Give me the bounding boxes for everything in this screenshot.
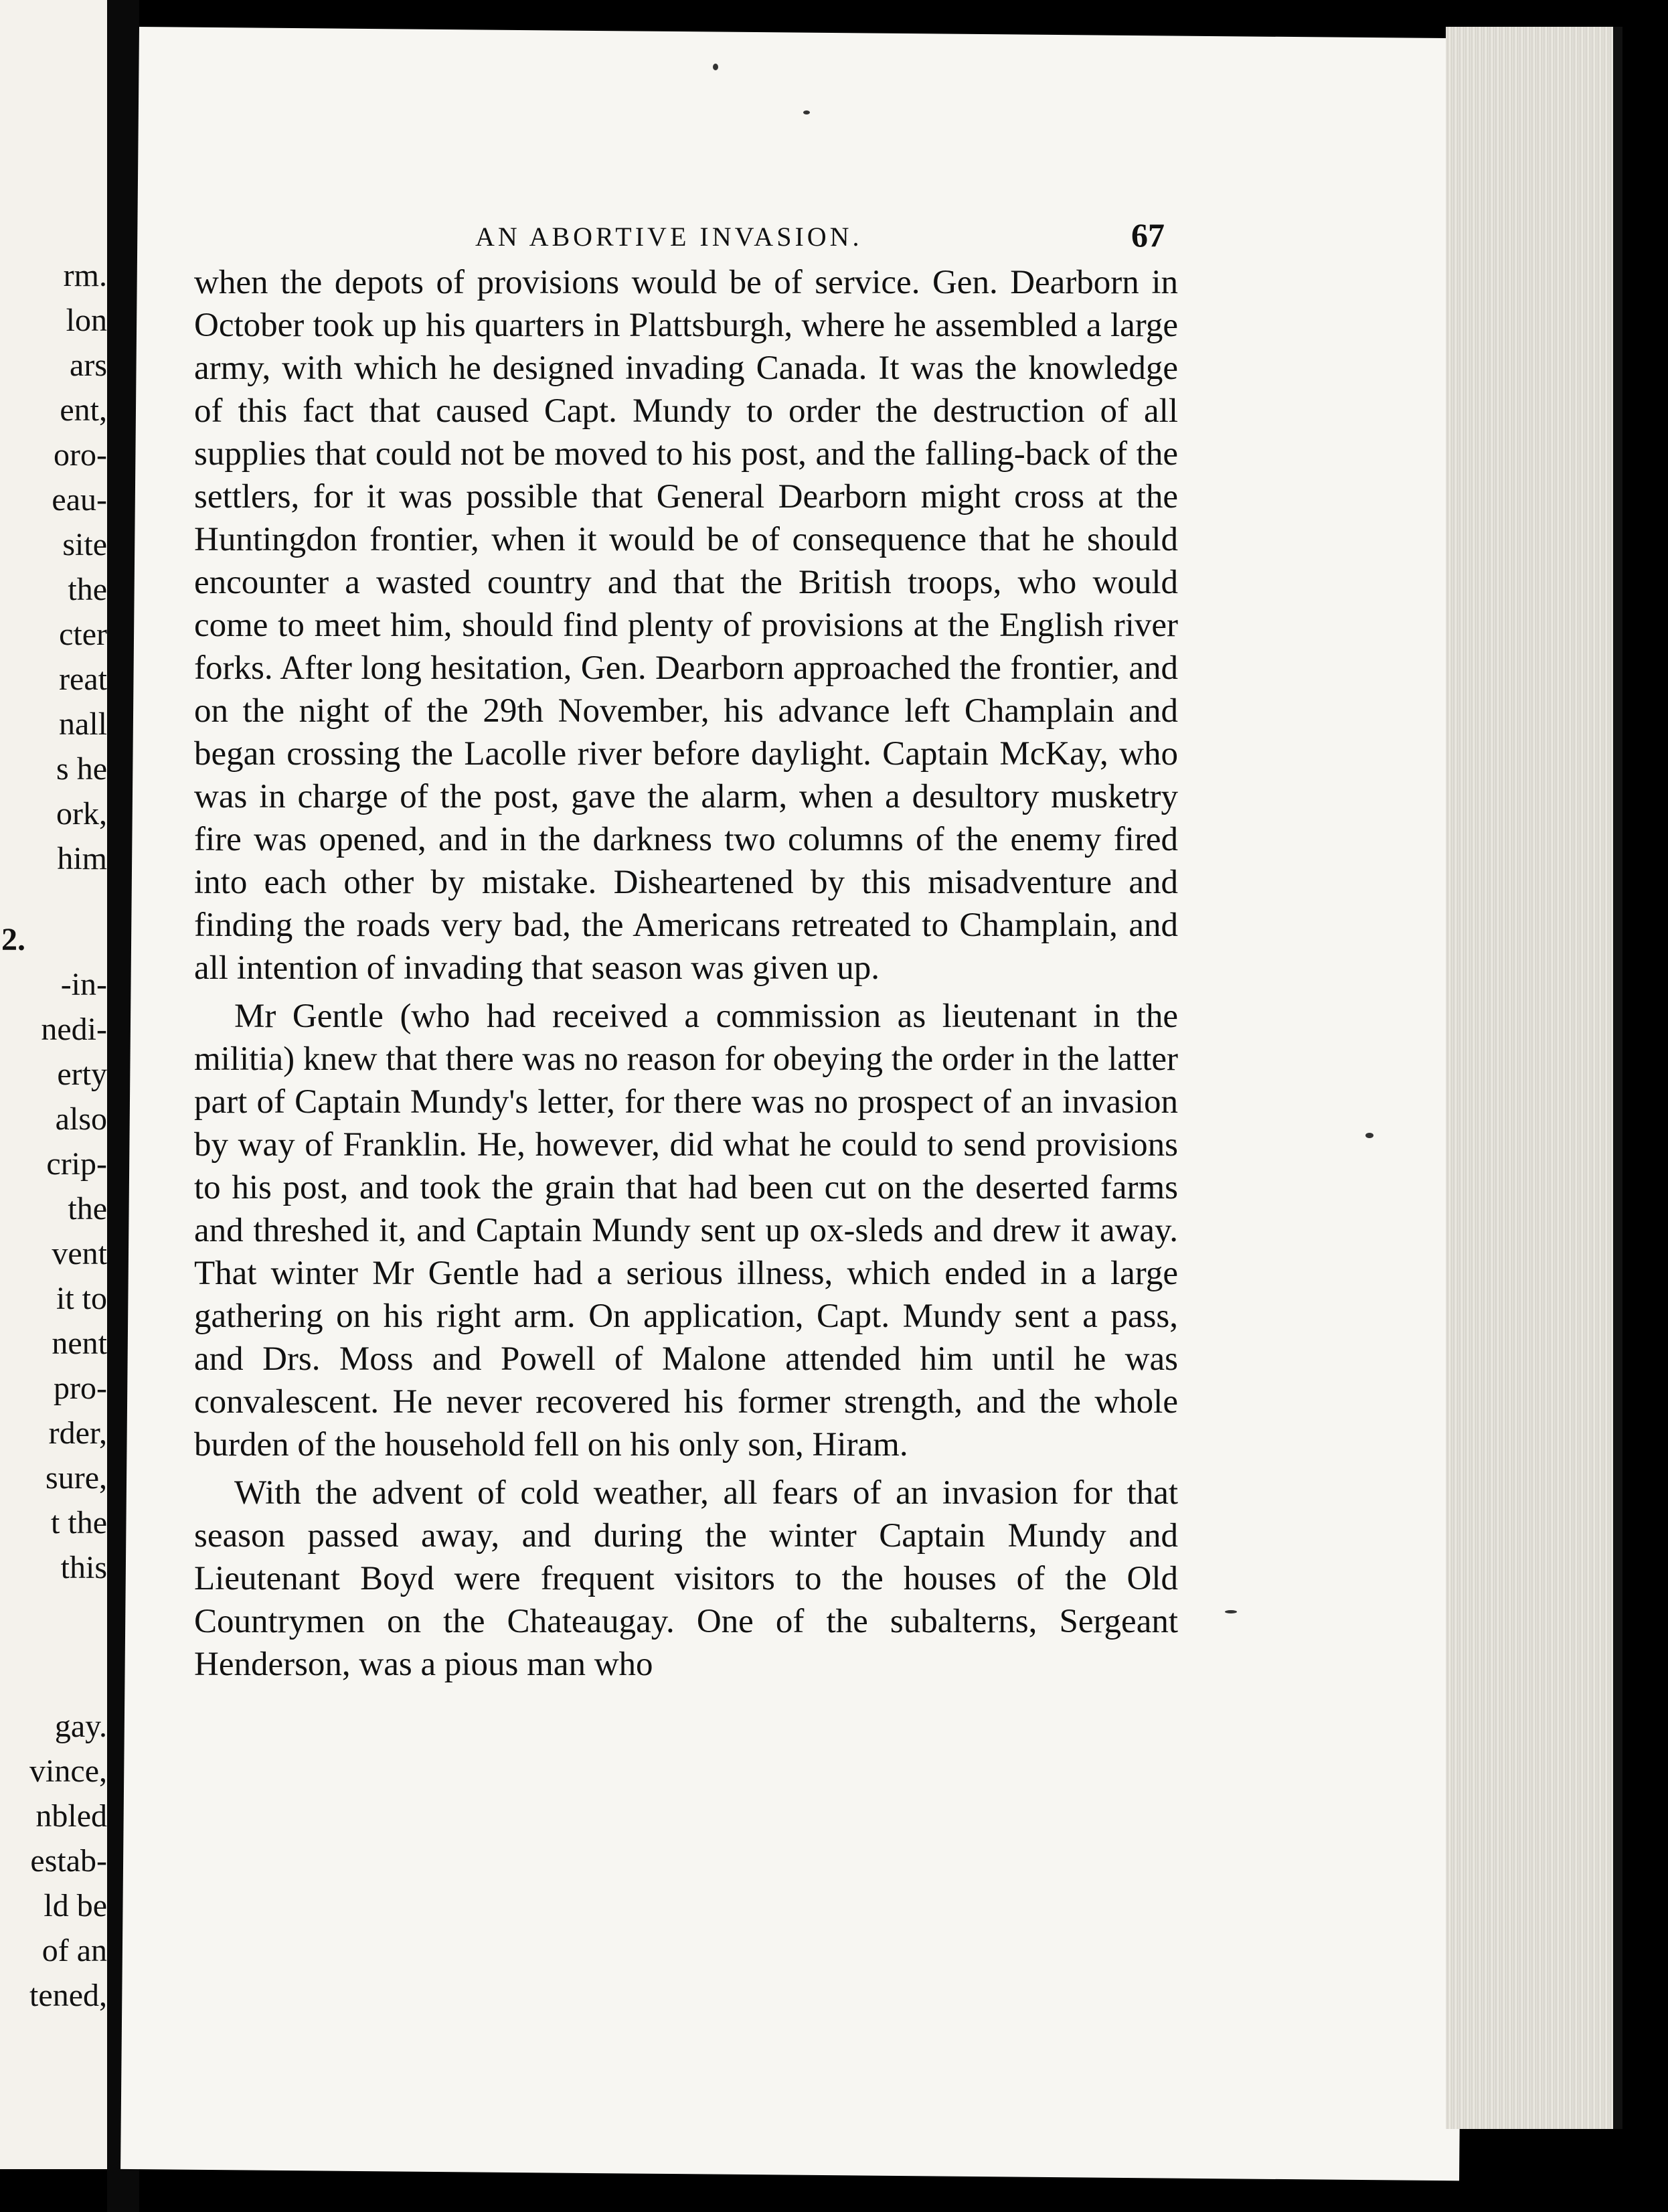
left-page-fragment: reat — [59, 661, 107, 697]
paragraph: when the depots of provisions would be of service. Gen. Dearborn in October took up his quarters in Plattsburgh, where he assembled a large army, with which he designed invading Canada. It was the knowledge of this fact that caused Capt. Mundy to order the destruction of all supplies that could not be moved to his post, and the falling-back of the settlers, for it was possible that General Dearborn might cross at the Huntingdon frontier, when it would be of consequence that he should encounter a wasted country and that the British troops, who would come to meet him, should find plenty of provisions at the English river forks. After long hesitation, Gen. Dearborn approached the frontier, and on the night of the 29th November, his advance left Champlain and began crossing the Lacolle river before daylight. Captain McKay, who was in charge of the post, gave the alarm, when a desultory musketry fire was opened, and in the darkness two columns of the enemy fired into each other by mistake. Disheartened by this misadventure and finding the roads very bad, the Americans retreated to Champlain, and all intention of invading that season was given up. — [194, 264, 1178, 987]
left-page-fragment: the — [68, 1191, 107, 1227]
left-page-fragment: s he — [56, 751, 107, 787]
left-page-fragment: nbled — [35, 1798, 107, 1834]
left-page-fragment: nall — [59, 706, 107, 742]
paragraph: Mr Gentle (who had received a commission as lieutenant in the militia) knew that there was no reason for obeying the order in the latter part of Captain Mundy's letter, for there was no prospect of an invasion by way of Franklin. He, however, did what he could to send provisions to his post, and took the grain that had been cut on the deserted farms and threshed it, and Captain Mundy sent up ox-sleds and drew it away. That winter Mr Gentle had a serious illness, which ended in a large gathering on his right arm. On application, Capt. Mundy sent a pass, and Drs. Moss and Powell of Malone attended him until he was convalescent. He never recovered his former strength, and the whole burden of the household fell on his only son, Hiram. — [194, 998, 1178, 1464]
scan-speck — [1365, 1133, 1373, 1138]
left-page-fragment: it to — [56, 1281, 107, 1316]
page-header — [341, 201, 1165, 254]
left-page-fragment: oro- — [54, 437, 107, 473]
left-page-fragment: ent, — [60, 392, 107, 428]
left-page-fragment: vent — [52, 1236, 107, 1271]
scan-speck — [1225, 1610, 1237, 1613]
left-page-fragment: the — [68, 572, 107, 607]
left-page-fragment: rder, — [48, 1415, 107, 1451]
left-page-fragment: of an — [41, 1933, 107, 1968]
left-page-fragment: eau- — [52, 482, 107, 518]
left-page-fragment: sure, — [46, 1460, 107, 1496]
page-body — [194, 261, 1178, 1686]
left-page-fragment: estab- — [30, 1843, 107, 1879]
running-title: AN ABORTIVE INVASION. — [475, 222, 863, 252]
left-page-fragment: this — [60, 1550, 107, 1585]
left-page-fragment: crip- — [46, 1146, 107, 1182]
left-page-fragment: nedi- — [41, 1012, 107, 1047]
previous-page-edge — [0, 0, 107, 2169]
left-page-fragment: erty — [57, 1056, 107, 1092]
left-page-fragment: -in- — [60, 967, 107, 1002]
left-page-fragment: 2. — [1, 922, 25, 957]
left-page-fragment: tened, — [29, 1978, 107, 2013]
left-page-fragment: t the — [51, 1505, 107, 1540]
left-page-fragment: gay. — [54, 1709, 107, 1744]
page-number: 67 — [1131, 216, 1165, 254]
left-page-fragment: site — [62, 527, 107, 562]
left-page-fragment: ld be — [44, 1888, 107, 1923]
left-page-fragment: cter — [59, 617, 107, 652]
left-page-fragment: lon — [66, 303, 107, 338]
page-block-edges — [1446, 27, 1613, 2129]
left-page-fragment: ars — [70, 347, 107, 383]
left-page-fragment: nent — [52, 1326, 107, 1361]
scan-speck — [803, 110, 810, 114]
scan-speck — [713, 64, 718, 70]
left-page-fragment: also — [55, 1101, 107, 1137]
left-page-fragment: him — [57, 841, 107, 876]
paragraph: With the advent of cold weather, all fears of an invasion for that season passed away, and during the winter Captain Mundy and Lieutenant Boyd were frequent visitors to the houses of the Old Countrymen on the Chateaugay. One of the subalterns, Sergeant Henderson, was a pious man who — [194, 1474, 1178, 1683]
left-page-fragment: vince, — [29, 1753, 107, 1789]
left-page-fragment: pro- — [54, 1370, 107, 1406]
left-page-fragment: ork, — [56, 796, 107, 832]
left-page-fragment: rm. — [63, 258, 107, 293]
page-block-border — [1613, 27, 1622, 2129]
